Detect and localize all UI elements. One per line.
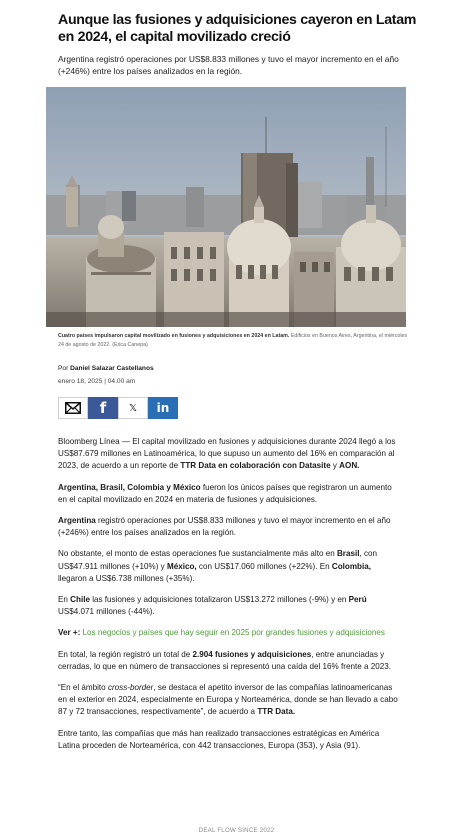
paragraph-8: “En el ámbito cross-border, se destaca el apetito inversor de las compañías latinoamericanas en el exterior en 2024, especialmente en Europa y Norteamérica, donde se han llevado a cabo 87 y 72 transacciones, respectivamente”, de acuerdo a TTR Data. bbox=[58, 683, 398, 717]
deal-flow-label: DEAL FLOW SINCE 2022 bbox=[198, 827, 275, 834]
share-email-button[interactable] bbox=[58, 397, 88, 419]
related-article-link[interactable]: Los negocios y países que hay seguir en 2025 por grandes fusiones y adquisiciones bbox=[82, 628, 385, 638]
facebook-icon: f bbox=[99, 399, 107, 417]
related-link-paragraph bbox=[58, 627, 398, 639]
ttr-datasite-link: TTR Data en colaboración con Datasite bbox=[180, 461, 331, 471]
byline-prefix: Por bbox=[58, 365, 71, 372]
byline bbox=[58, 365, 154, 372]
article-dek: Argentina registró operaciones por US$8.833 millones y tuvo el mayor incremento en el año (+246%) entre los países analizados en la región. bbox=[58, 54, 399, 76]
caption-bold: Cuatro países impulsaron capital movilizado en fusiones y adquisiciones en 2024 en Latam. bbox=[58, 333, 290, 339]
paragraph-4: No obstante, el monto de estas operaciones fue sustancialmente más alto en Brasil, con US$47.911 millones (+10%) y México, con US$17.060 millones (+22%). En Colombia, llegaron a US$6.738 millones (+35%). bbox=[58, 549, 378, 583]
caption-rest: Edificios en Buenos Aires, Argentina, el miércoles 24 de agosto de 2022. (Erica Canepa) bbox=[58, 333, 408, 348]
envelope-icon bbox=[65, 402, 81, 414]
article-headline: Aunque las fusiones y adquisiciones cayeron en Latam en 2024, el capital movilizado creció bbox=[58, 12, 417, 45]
linkedin-icon: in bbox=[156, 401, 170, 415]
paragraph-5: En Chile las fusiones y adquisiciones totalizaron US$13.272 millones (-9%) y en Perú US$4.071 millones (-44%). bbox=[58, 595, 367, 617]
paragraph-1: Bloomberg Línea — El capital movilizado en fusiones y adquisiciones durante 2024 llegó a los US$87.679 millones en Latinoamérica, lo que supuso un aumento del 16% en comparación al 2023, de acuerdo a un reporte de TTR Data en colaboración con Datasite y AON. bbox=[58, 437, 396, 471]
share-facebook-button[interactable] bbox=[88, 397, 118, 419]
share-x-button[interactable] bbox=[118, 397, 148, 419]
publish-date: enero 18, 2025 | 04.00 am bbox=[58, 378, 136, 385]
buenos-aires-skyline-photo bbox=[46, 87, 406, 327]
x-icon: 𝕏 bbox=[128, 402, 138, 414]
author-link[interactable]: Daniel Salazar Castellanos bbox=[70, 365, 154, 372]
share-linkedin-button[interactable] bbox=[148, 397, 178, 419]
paragraph-9: Entre tanto, las compañías que más han realizado transacciones estratégicas en América Latina proceden de Norteamérica, con 442 transacciones, Europa (353), y Asia (91). bbox=[58, 728, 380, 750]
photo-caption bbox=[58, 332, 408, 350]
paragraph-7: En total, la región registró un total de 2.904 fusiones y adquisiciones, entre anunciadas y cerradas, lo que en número de transacciones si representó una caída del 16% frente a 2023. bbox=[58, 649, 391, 671]
paragraph-2: Argentina, Brasil, Colombia y México fueron los únicos países que registraron un aumento en el capital movilizado en 2024 en materia de fusiones y adquisiciones. bbox=[58, 482, 392, 504]
article-body bbox=[58, 436, 398, 761]
paragraph-3: Argentina registró operaciones por US$8.833 millones y tuvo el mayor incremento en el año (+246%) entre los países analizados en la región. bbox=[58, 516, 391, 538]
share-bar bbox=[58, 397, 178, 419]
ver-mas-label: Ver +: bbox=[58, 628, 83, 638]
article-photo bbox=[46, 87, 406, 327]
